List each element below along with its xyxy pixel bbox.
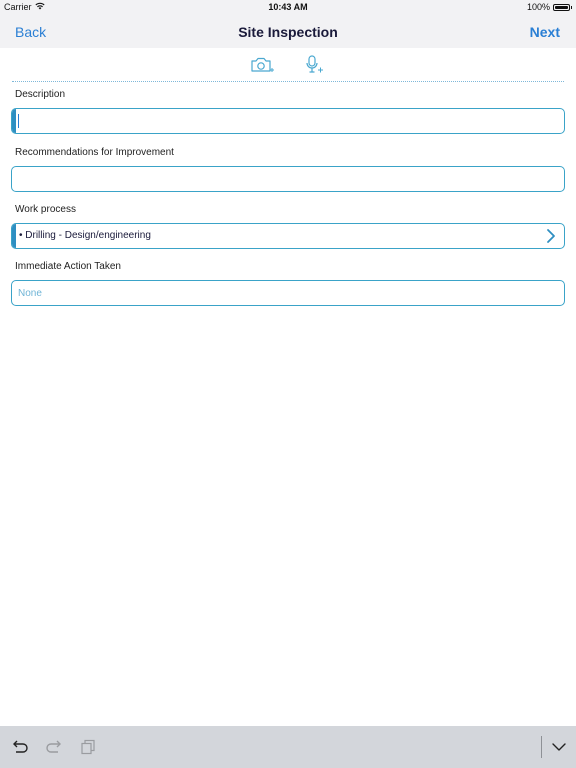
text-cursor [18, 114, 19, 128]
media-separator [12, 81, 564, 82]
paste-icon [80, 739, 96, 755]
keyboard-shortcut-bar [0, 726, 576, 768]
back-button[interactable]: Back [15, 24, 47, 40]
undo-icon [11, 740, 29, 754]
recommendations-label: Recommendations for Improvement [15, 147, 174, 158]
battery-fill [555, 6, 568, 9]
page-title: Site Inspection [238, 24, 338, 40]
status-bar [0, 0, 576, 16]
chevron-down-icon [551, 742, 567, 752]
description-input[interactable] [11, 108, 565, 134]
status-right [527, 2, 572, 12]
next-button[interactable]: Next [529, 24, 560, 40]
work-process-value: • Drilling - Design/engineering [19, 230, 151, 241]
chevron-right-icon [546, 228, 556, 249]
redo-icon [45, 740, 63, 754]
carrier-label: Carrier [4, 2, 32, 12]
immediate-action-placeholder: None [18, 288, 42, 299]
recommendations-input[interactable] [11, 166, 565, 192]
redo-button[interactable] [44, 738, 64, 756]
status-time: 10:43 AM [268, 2, 308, 12]
paste-button[interactable] [78, 738, 98, 756]
camera-add-icon [250, 56, 274, 74]
toolbar-divider [541, 736, 542, 758]
immediate-action-input[interactable] [11, 280, 565, 306]
undo-button[interactable] [10, 738, 30, 756]
battery-percent: 100% [526, 2, 550, 12]
microphone-add-icon [303, 55, 325, 75]
battery-tip [571, 6, 572, 9]
work-process-label: Work process [15, 204, 76, 215]
add-photo-button[interactable] [249, 54, 275, 76]
work-process-selector[interactable] [11, 223, 565, 249]
immediate-action-label: Immediate Action Taken [15, 261, 121, 272]
description-label: Description [15, 89, 66, 100]
media-toolbar [0, 52, 576, 78]
navigation-bar [0, 16, 576, 48]
add-audio-button[interactable] [301, 54, 327, 76]
battery-icon [553, 4, 570, 11]
dismiss-keyboard-button[interactable] [549, 738, 569, 756]
